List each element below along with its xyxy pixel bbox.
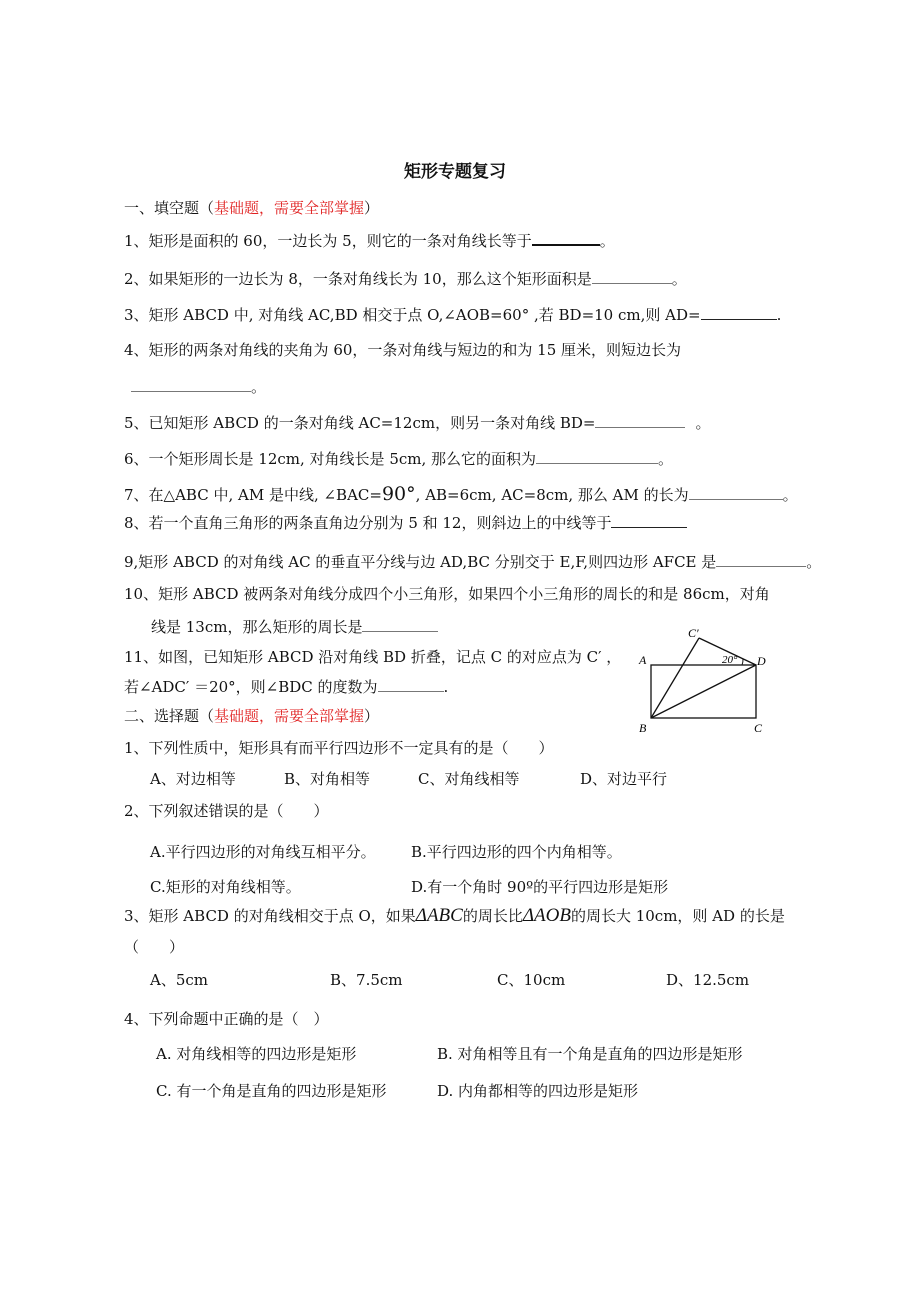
label-a: A	[639, 653, 647, 667]
q5-end: 。	[695, 414, 711, 432]
fill-q6	[124, 448, 673, 469]
fill-q10-line2	[151, 616, 438, 637]
fill-q10: 10、矩形 ABCD 被两条对角线分成四个小三角形，如果四个小三角形的周长的和是 86cm，对角	[124, 585, 770, 603]
q1-text: 1、矩形是面积的 60，一边长为 5，则它的一条对角线长等于	[124, 232, 532, 250]
choice-q3-option-a[interactable]: A、5cm	[150, 971, 209, 989]
q8-text: 8、若一个直角三角形的两条直角边分别为 5 和 12，则斜边上的中线等于	[124, 514, 612, 532]
folded-rectangle-figure	[630, 620, 780, 740]
fill-q9	[124, 551, 821, 572]
angle-arc	[742, 659, 743, 665]
q9-text: 9,矩形 ABCD 的对角线 AC 的垂直平分线与边 AD,BC 分别交于 E,F,则四边形 AFCE 是	[124, 553, 717, 571]
label-b: B	[639, 721, 647, 735]
angle-label: 20°	[722, 654, 738, 666]
label-d: D	[757, 654, 766, 668]
heading-text: 二、选择题（	[124, 707, 215, 725]
q5-text: 5、已知矩形 ABCD 的一条对角线 AC=12cm，则另一条对角线 BD=	[124, 414, 596, 432]
answer-blank[interactable]	[611, 512, 687, 528]
heading-red-note: 基础题，需要全部掌握	[214, 199, 365, 217]
choice-q3-option-b[interactable]: B、7.5cm	[330, 971, 403, 989]
answer-blank[interactable]	[532, 229, 600, 246]
q2-end: 。	[671, 270, 687, 288]
heading-close: ）	[364, 199, 380, 217]
choice-q1-option-c[interactable]: C、对角线相等	[418, 770, 520, 788]
page-title: 矩形专题复习	[404, 162, 506, 182]
q6-end: 。	[658, 450, 674, 468]
answer-blank[interactable]	[536, 448, 658, 464]
answer-blank[interactable]	[689, 484, 783, 500]
choice-q1-option-b[interactable]: B、对角相等	[284, 770, 371, 788]
q9-end: 。	[806, 553, 822, 571]
choice-q3-stem	[124, 906, 785, 926]
answer-blank[interactable]	[716, 551, 806, 567]
q3-end: .	[776, 306, 782, 324]
choice-q4-stem: 4、下列命题中正确的是（ ）	[124, 1010, 329, 1028]
q11-line2: 若∠ADC′ ＝20°，则∠BDC 的度数为	[124, 678, 378, 696]
choice-q2-option-c[interactable]: C.矩形的对角线相等。	[150, 878, 301, 896]
choice-q4-option-c[interactable]: C. 有一个角是直角的四边形是矩形	[156, 1082, 387, 1100]
q3-text: 3、矩形 ABCD 中, 对角线 AC,BD 相交于点 O,∠AOB=60° ,若 BD=10 cm,则 AD=	[124, 306, 701, 324]
answer-blank[interactable]	[362, 616, 438, 632]
triangle-abc: ΔABC	[415, 905, 463, 926]
answer-blank[interactable]	[131, 376, 251, 392]
fill-q8	[124, 512, 687, 533]
answer-blank[interactable]	[378, 676, 444, 692]
fill-q11-line2	[124, 676, 448, 697]
fill-q11: 11、如图，已知矩形 ABCD 沿对角线 BD 折叠，记点 C 的对应点为 C′ ，	[124, 648, 622, 666]
fill-q5	[124, 412, 710, 433]
q3-stem-a: 3、矩形 ABCD 的对角线相交于点 O，如果	[124, 907, 416, 925]
choice-q1-option-a[interactable]: A、对边相等	[150, 770, 236, 788]
choice-q1-option-d[interactable]: D、对边平行	[580, 770, 668, 788]
choice-q2-option-a[interactable]: A.平行四边形的对角线互相平分。	[150, 843, 376, 861]
fill-q2	[124, 268, 687, 289]
choice-q4-option-a[interactable]: A. 对角线相等的四边形是矩形	[156, 1045, 357, 1063]
q2-text: 2、如果矩形的一边长为 8，一条对角线长为 10，那么这个矩形面积是	[124, 270, 592, 288]
choice-section-heading	[124, 706, 379, 726]
q3-stem-c: 的周长大 10cm，则 AD 的长是	[570, 907, 785, 925]
answer-blank[interactable]	[592, 268, 672, 284]
answer-blank[interactable]	[595, 412, 685, 428]
q3-stem-b: 的周长比	[462, 907, 523, 925]
label-c: C	[754, 721, 763, 735]
choice-q4-option-d[interactable]: D. 内角都相等的四边形是矩形	[437, 1082, 639, 1100]
heading-red-note: 基础题，需要全部掌握	[214, 707, 365, 725]
fill-q3	[124, 304, 781, 325]
answer-blank[interactable]	[701, 304, 777, 320]
q11-end: .	[443, 678, 449, 696]
label-c-prime: C′	[688, 626, 699, 640]
heading-close: ）	[364, 707, 380, 725]
fill-q4-line2	[131, 376, 266, 397]
fill-q4: 4、矩形的两条对角线的夹角为 60，一条对角线与短边的和为 15 厘米，则短边长为	[124, 341, 682, 359]
q10-line2: 线是 13cm，那么矩形的周长是	[151, 618, 363, 636]
q7-text-b: , AB=6cm, AC=8cm, 那么 AM 的长为	[415, 486, 689, 504]
fill-q7	[124, 484, 798, 505]
heading-text: 一、填空题（	[124, 199, 215, 217]
q1-end: 。	[599, 232, 615, 250]
triangle-aob: ΔAOB	[522, 905, 571, 926]
fill-q1	[124, 229, 615, 251]
choice-q1-stem: 1、下列性质中，矩形具有而平行四边形不一定具有的是（ ）	[124, 739, 554, 757]
choice-q3-option-d[interactable]: D、12.5cm	[666, 971, 750, 989]
q6-text: 6、一个矩形周长是 12cm, 对角线长是 5cm, 那么它的面积为	[124, 450, 537, 468]
q7-degree: 90°	[381, 483, 416, 505]
q7-end: 。	[782, 486, 798, 504]
choice-q3-paren: （ ）	[124, 938, 185, 956]
choice-q2-option-d[interactable]: D.有一个角时 90º的平行四边形是矩形	[411, 878, 669, 896]
choice-q2-stem: 2、下列叙述错误的是（ ）	[124, 802, 329, 820]
q7-text-a: 7、在△ABC 中, AM 是中线, ∠BAC=	[124, 486, 382, 504]
choice-q2-option-b[interactable]: B.平行四边形的四个内角相等。	[411, 843, 622, 861]
choice-q3-option-c[interactable]: C、10cm	[497, 971, 566, 989]
q4-end: 。	[251, 378, 267, 396]
choice-q4-option-b[interactable]: B. 对角相等且有一个角是直角的四边形是矩形	[437, 1045, 743, 1063]
fill-section-heading	[124, 198, 379, 218]
